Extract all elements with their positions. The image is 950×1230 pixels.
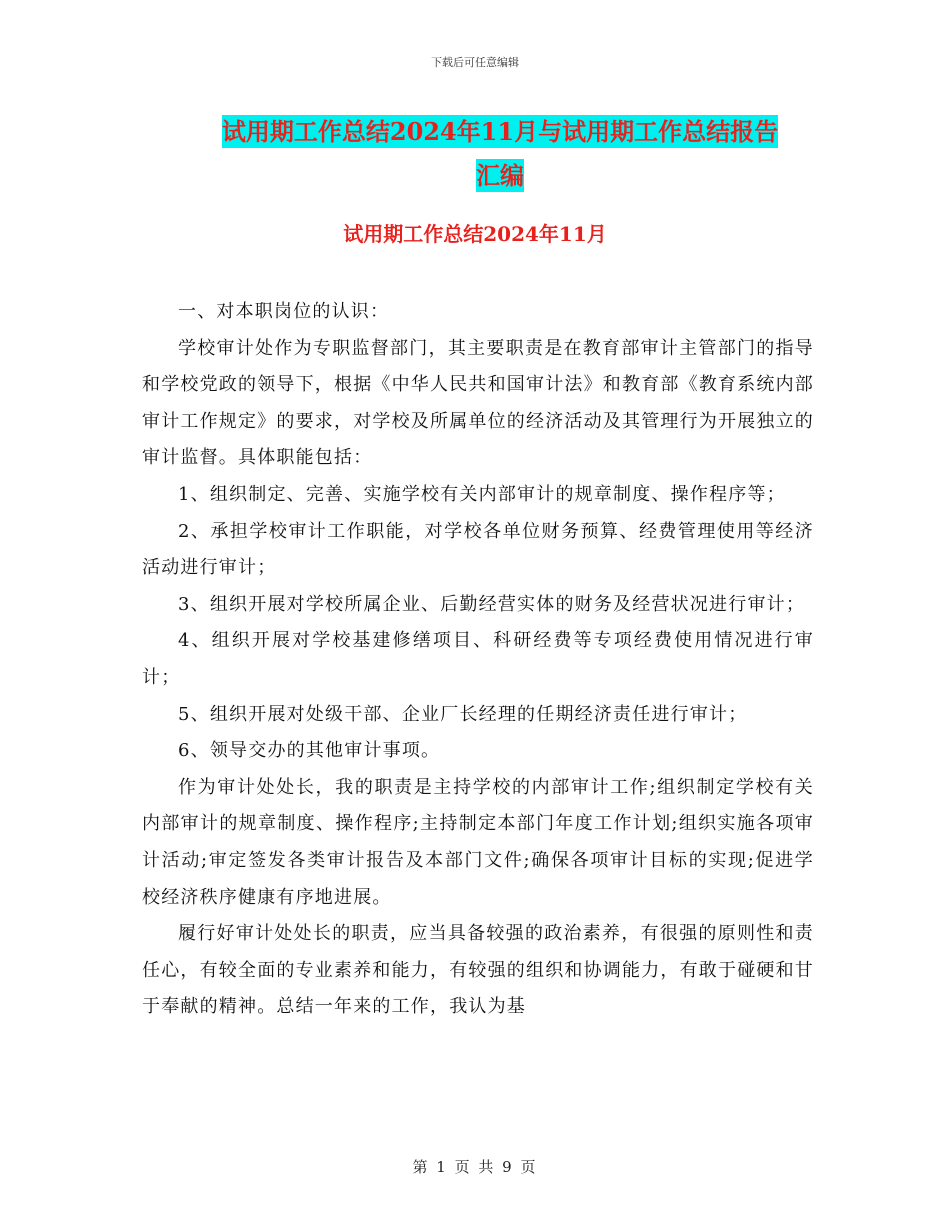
list-item: 5、组织开展对处级干部、企业厂长经理的任期经济责任进行审计； <box>178 703 748 725</box>
document-title <box>140 110 860 198</box>
document-title-line-1: 试用期工作总结2024年11月与试用期工作总结报告 <box>221 117 779 146</box>
page-number: 第 1 页 共 9 页 <box>412 1158 538 1176</box>
section-title: 试用期工作总结2024年11月 <box>343 222 607 246</box>
list-item: 1、组织制定、完善、实施学校有关内部审计的规章制度、操作程序等； <box>178 483 786 505</box>
list-item: 2、承担学校审计工作职能，对学校各单位财务预算、经费管理使用等经济活动进行审计； <box>142 520 814 579</box>
document-title-line-2: 汇编 <box>476 161 524 190</box>
paragraph: 学校审计处作为专职监督部门，其主要职责是在教育部审计主管部门的指导和学校党政的领导下，根据《中华人民共和国审计法》和教育部《教育系统内部审计工作规定》的要求，对学校及所属单位的经济活动及其管理行为开展独立的审计监督。具体职能包括： <box>142 337 814 469</box>
list-item: 4、组织开展对学校基建修缮项目、科研经费等专项经费使用情况进行审计； <box>142 630 814 688</box>
header-note: 下载后可任意编辑 <box>431 56 519 69</box>
paragraph: 一、对本职岗位的认识： <box>178 301 390 322</box>
body-text <box>142 294 814 1026</box>
paragraph: 履行好审计处处长的职责，应当具备较强的政治素养，有很强的原则性和责任心，有较全面的专业素养和能力，有较强的组织和协调能力，有敢于碰硬和甘于奉献的精神。总结一年来的工作，我认为基 <box>142 923 814 1018</box>
list-item: 6、领导交办的其他审计事项。 <box>178 740 441 762</box>
paragraph: 作为审计处处长，我的职责是主持学校的内部审计工作;组织制定学校有关内部审计的规章制度、操作程序;主持制定本部门年度工作计划;组织实施各项审计活动;审定签发各类审计报告及本部门文件;确保各项审计目标的实现;促进学校经济秩序健康有序地进展。 <box>142 776 814 908</box>
list-item: 3、组织开展对学校所属企业、后勤经营实体的财务及经营状况进行审计； <box>178 593 806 615</box>
